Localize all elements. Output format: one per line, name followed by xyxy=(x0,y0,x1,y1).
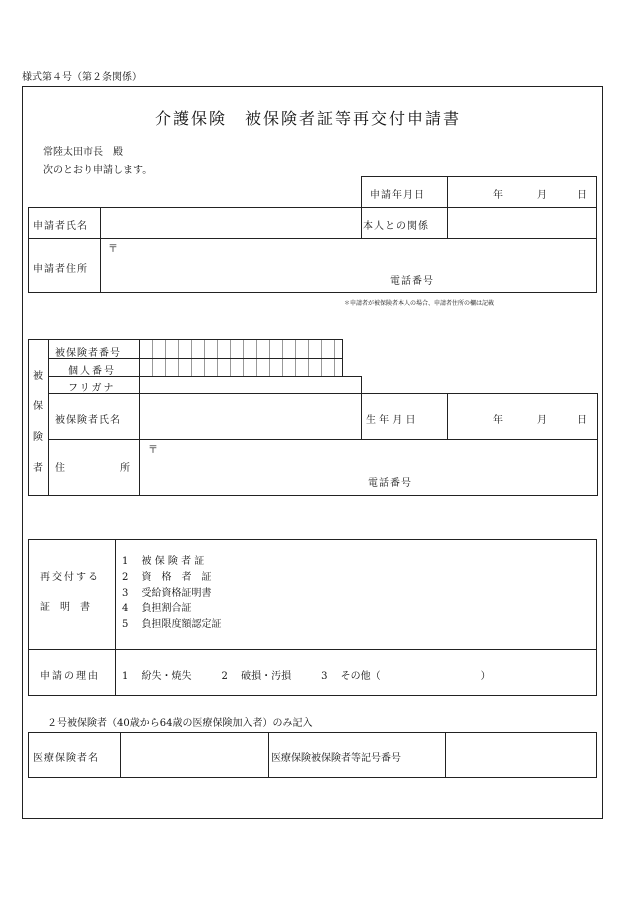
insured-phone-label: 電話番号 xyxy=(368,478,412,489)
reissue-item-4[interactable]: 4 負担割合証 xyxy=(122,603,192,614)
date-year: 年 xyxy=(493,190,503,201)
addressee: 常陸太田市長 殿 xyxy=(43,147,123,158)
insurer-name-label: 医療保険者名 xyxy=(33,753,99,764)
insurer-name-field[interactable] xyxy=(122,734,266,776)
reissue-item-3[interactable]: 3 受給資格証明書 xyxy=(122,588,212,599)
applicant-phone-label: 電話番号 xyxy=(390,276,434,287)
insurer-number-label: 医療保険被保険者等記号番号 xyxy=(271,753,401,764)
reissue-label-2: 証 明 書 xyxy=(40,602,90,613)
insurer-number-field[interactable] xyxy=(447,734,595,776)
insured-postal-mark: 〒 xyxy=(148,445,158,456)
reason-label: 申請の理由 xyxy=(40,671,100,682)
section2-heading: ２号被保険者（40歳から64歳の医療保険加入者）のみ記入 xyxy=(47,718,313,729)
birth-month: 月 xyxy=(537,415,547,426)
reissue-item-5[interactable]: 5 負担限度額認定証 xyxy=(122,619,222,630)
intro-text: 次のとおり申請します。 xyxy=(43,165,153,176)
insured-name-label: 被保険者氏名 xyxy=(55,415,121,426)
relation-field[interactable] xyxy=(449,209,595,236)
reason-options[interactable]: 1 紛失・焼失 2 破損・汚損 3 その他（ ） xyxy=(122,671,491,682)
personal-number-label: 個人番号 xyxy=(68,366,116,377)
insured-number-label: 被保険者番号 xyxy=(55,348,121,359)
reissue-item-2[interactable]: 2 資 格 者 証 xyxy=(122,572,212,583)
date-day: 日 xyxy=(577,190,587,201)
insured-address-label-b: 所 xyxy=(120,463,130,474)
side-char-1: 被 xyxy=(33,371,43,382)
insured-name-field[interactable] xyxy=(141,395,359,437)
side-char-2: 保 xyxy=(33,401,43,412)
reissue-label-1: 再交付する xyxy=(40,572,100,583)
applicant-address-field[interactable] xyxy=(102,240,595,291)
applicant-name-label: 申請者氏名 xyxy=(33,221,88,232)
side-char-4: 者 xyxy=(33,463,43,474)
note-text: ＊申請者が被保険者本人の場合、申請者住所の欄は記載 xyxy=(344,300,495,307)
applicant-postal-mark: 〒 xyxy=(108,244,118,255)
applicant-address-label: 申請者住所 xyxy=(33,264,88,275)
application-date-label: 申請年月日 xyxy=(370,190,425,201)
relation-label: 本人との関係 xyxy=(363,221,429,232)
form-title: 介護保険 被保険者証等再交付申請書 xyxy=(155,109,462,128)
furigana-label: フリガナ xyxy=(68,383,116,394)
date-month: 月 xyxy=(537,190,547,201)
insured-address-label-a: 住 xyxy=(55,463,65,474)
birth-year: 年 xyxy=(493,415,503,426)
furigana-field[interactable] xyxy=(141,378,359,392)
form-number: 様式第４号（第２条関係） xyxy=(22,72,142,83)
insured-number-grid[interactable] xyxy=(140,340,335,358)
birthdate-field[interactable] xyxy=(449,395,595,437)
personal-number-grid[interactable] xyxy=(140,359,335,376)
birthdate-label: 生 年 月 日 xyxy=(366,415,416,426)
applicant-name-field[interactable] xyxy=(102,209,359,236)
reissue-item-1[interactable]: 1 被 保 険 者 証 xyxy=(122,556,205,567)
birth-day: 日 xyxy=(577,415,587,426)
side-char-3: 険 xyxy=(33,432,43,443)
